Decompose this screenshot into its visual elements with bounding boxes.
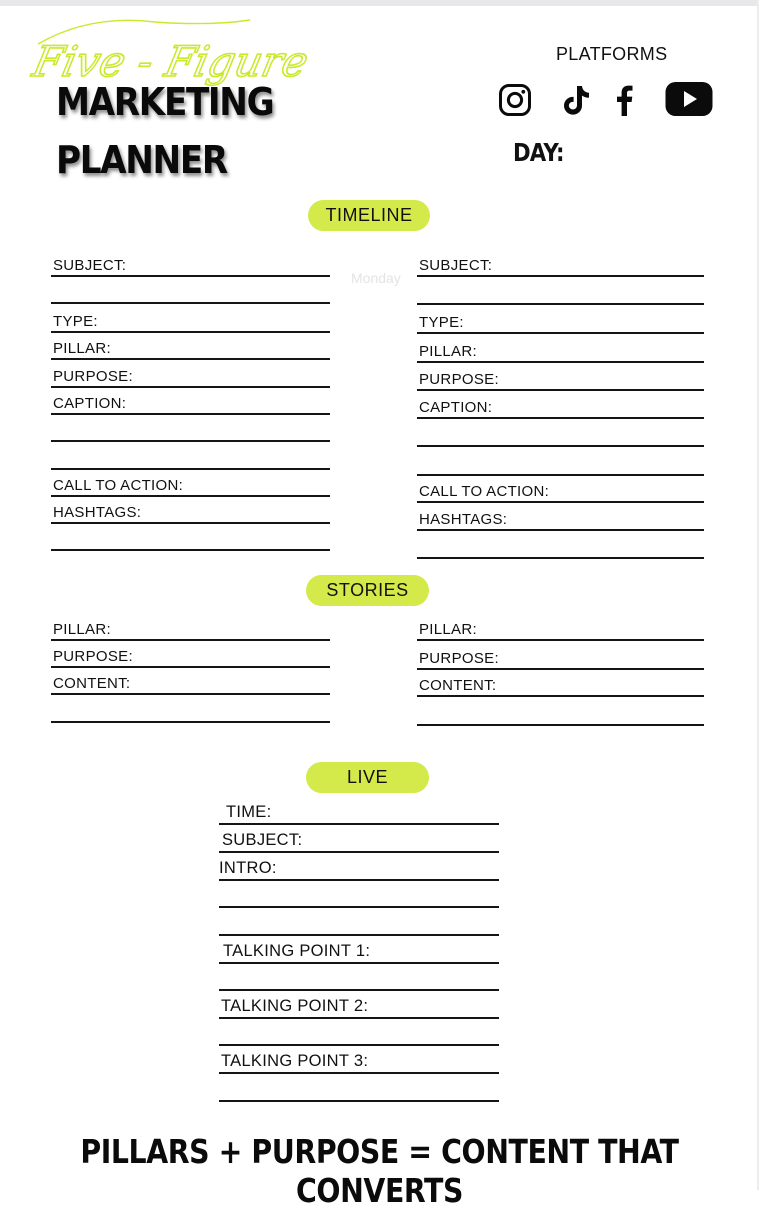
- instagram-icon[interactable]: [498, 83, 532, 117]
- title-line-2: PLANNER: [56, 138, 227, 182]
- live-talking-point-2[interactable]: TALKING POINT 2:: [219, 1016, 499, 1019]
- timeline-left-subject[interactable]: SUBJECT:: [51, 274, 330, 277]
- timeline-right-purpose[interactable]: PURPOSE:: [417, 388, 704, 391]
- live-pill: LIVE: [306, 762, 429, 793]
- timeline-right-cta[interactable]: CALL TO ACTION:: [417, 500, 704, 503]
- top-bar: [0, 0, 759, 6]
- live-intro[interactable]: INTRO:: [219, 878, 499, 881]
- live-line[interactable]: [219, 933, 499, 936]
- stories-right-line[interactable]: [417, 723, 704, 726]
- timeline-right-line[interactable]: [417, 556, 704, 559]
- timeline-right-line[interactable]: [417, 473, 704, 476]
- live-line[interactable]: [219, 1043, 499, 1046]
- stories-right-pillar[interactable]: PILLAR:: [417, 638, 704, 641]
- stories-right-content[interactable]: CONTENT:: [417, 694, 704, 697]
- timeline-pill: TIMELINE: [308, 200, 430, 231]
- timeline-left-line[interactable]: [51, 439, 330, 442]
- footer-slogan: PILLARS + PURPOSE = CONTENT THAT CONVERTS: [80, 1132, 679, 1210]
- timeline-left-pillar[interactable]: PILLAR:: [51, 357, 330, 360]
- timeline-right-caption[interactable]: CAPTION:: [417, 416, 704, 419]
- stories-left-content[interactable]: CONTENT:: [51, 692, 330, 695]
- live-line[interactable]: [219, 1099, 499, 1102]
- timeline-right-type[interactable]: TYPE:: [417, 331, 704, 334]
- timeline-right-line[interactable]: [417, 302, 704, 305]
- day-label: DAY:: [513, 138, 564, 167]
- stories-left-purpose[interactable]: PURPOSE:: [51, 665, 330, 668]
- stories-left-pillar[interactable]: PILLAR:: [51, 638, 330, 641]
- timeline-right-line[interactable]: [417, 444, 704, 447]
- timeline-left-type[interactable]: TYPE:: [51, 330, 330, 333]
- timeline-left-hashtags[interactable]: HASHTAGS:: [51, 521, 330, 524]
- svg-text:Five - Figure: Five - Figure: [28, 38, 313, 87]
- stories-right-purpose[interactable]: PURPOSE:: [417, 667, 704, 670]
- live-line[interactable]: [219, 988, 499, 991]
- tiktok-icon[interactable]: [561, 84, 591, 116]
- platforms-label: PLATFORMS: [556, 44, 668, 64]
- live-talking-point-1[interactable]: TALKING POINT 1:: [219, 961, 499, 964]
- timeline-left-line[interactable]: [51, 301, 330, 304]
- timeline-left-line[interactable]: [51, 467, 330, 470]
- timeline-right-hashtags[interactable]: HASHTAGS:: [417, 528, 704, 531]
- timeline-right-pillar[interactable]: PILLAR:: [417, 360, 704, 363]
- timeline-left-purpose[interactable]: PURPOSE:: [51, 385, 330, 388]
- timeline-left-line[interactable]: [51, 548, 330, 551]
- day-watermark: Monday: [351, 270, 401, 286]
- stories-left-line[interactable]: [51, 720, 330, 723]
- live-time[interactable]: TIME:: [219, 822, 499, 825]
- timeline-right-subject[interactable]: SUBJECT:: [417, 274, 704, 277]
- facebook-icon[interactable]: [613, 84, 635, 116]
- stories-pill: STORIES: [306, 575, 429, 606]
- timeline-left-cta[interactable]: CALL TO ACTION:: [51, 494, 330, 497]
- live-talking-point-3[interactable]: TALKING POINT 3:: [219, 1071, 499, 1074]
- youtube-icon[interactable]: [665, 81, 713, 117]
- live-line[interactable]: [219, 905, 499, 908]
- title-line-1: MARKETING: [56, 80, 274, 124]
- timeline-left-caption[interactable]: CAPTION:: [51, 412, 330, 415]
- live-subject[interactable]: SUBJECT:: [219, 850, 499, 853]
